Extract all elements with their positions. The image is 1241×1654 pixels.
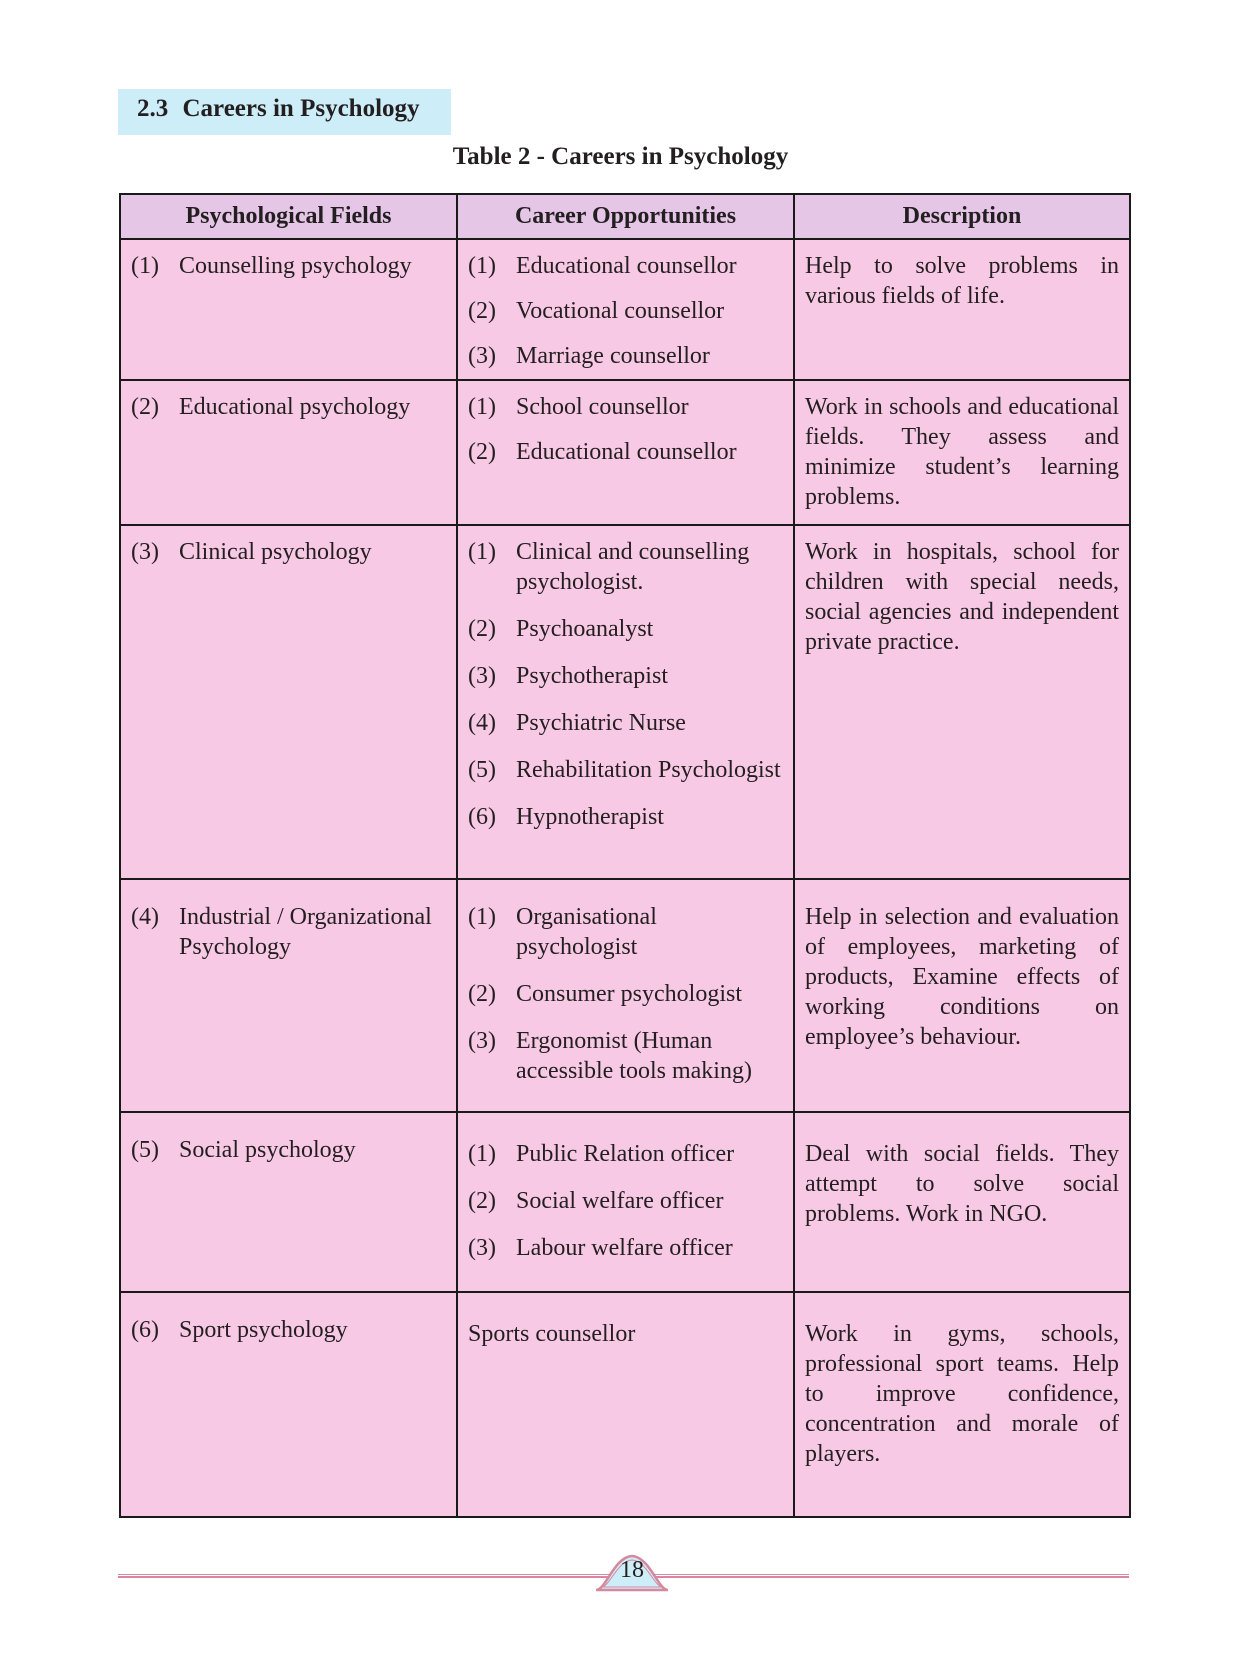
field-number: (1) bbox=[131, 253, 159, 279]
field-cell bbox=[120, 239, 457, 380]
field-number: (4) bbox=[131, 904, 159, 930]
career-number: (5) bbox=[468, 757, 496, 783]
careers-cell bbox=[457, 1292, 794, 1517]
description-cell: Help to solve problems in various fields of life. bbox=[794, 239, 1130, 380]
section-title: Careers in Psychology bbox=[182, 95, 420, 122]
career-item: Educational counsellor bbox=[516, 439, 737, 465]
page-number-badge bbox=[592, 1553, 672, 1593]
career-item: Vocational counsellor bbox=[516, 298, 725, 324]
field-name: Social psychology bbox=[179, 1137, 356, 1163]
career-number: (2) bbox=[468, 981, 496, 1007]
section-number: 2.3 bbox=[137, 95, 169, 122]
career-item: Social welfare officer bbox=[516, 1188, 724, 1214]
description-cell: Help in selection and evaluation of employees, marketing of products, Examine effects of working conditions on employee’s behaviour. bbox=[794, 879, 1130, 1112]
field-number: (2) bbox=[131, 394, 159, 420]
careers-table bbox=[119, 193, 1131, 1518]
career-item: Psychoanalyst bbox=[516, 616, 654, 642]
page-number: 18 bbox=[620, 1557, 644, 1583]
career-number: (4) bbox=[468, 710, 496, 736]
career-number: (3) bbox=[468, 343, 496, 369]
career-item: Organisational psychologist bbox=[516, 904, 657, 960]
field-number: (6) bbox=[131, 1317, 159, 1343]
table-caption: Table 2 - Careers in Psychology bbox=[452, 143, 789, 170]
table-header-row bbox=[120, 194, 1130, 239]
career-item: Clinical and counselling psychologist. bbox=[516, 539, 750, 595]
table-row bbox=[120, 1112, 1130, 1292]
career-item: Educational counsellor bbox=[516, 253, 737, 279]
career-item: Rehabilitation Psychologist bbox=[516, 757, 781, 783]
career-item: School counsellor bbox=[516, 394, 689, 420]
career-item: Labour welfare officer bbox=[516, 1235, 733, 1261]
field-name: Clinical psychology bbox=[179, 539, 372, 565]
career-item: Consumer psychologist bbox=[516, 981, 742, 1007]
table-row bbox=[120, 879, 1130, 1112]
field-cell bbox=[120, 1112, 457, 1292]
table-row bbox=[120, 525, 1130, 879]
description-cell: Work in schools and educational fields. They assess and minimize student’s learning problems. bbox=[794, 380, 1130, 525]
career-item: Public Relation officer bbox=[516, 1141, 735, 1167]
career-number: (1) bbox=[468, 253, 496, 279]
career-number: (2) bbox=[468, 298, 496, 324]
careers-cell bbox=[457, 380, 794, 525]
field-name: Industrial / Organizational Psychology bbox=[179, 904, 432, 960]
field-cell bbox=[120, 1292, 457, 1517]
career-number: (1) bbox=[468, 394, 496, 420]
career-number: (3) bbox=[468, 1235, 496, 1261]
career-item: Psychiatric Nurse bbox=[516, 710, 686, 736]
header-career-opportunities: Career Opportunities bbox=[457, 194, 794, 239]
career-number: (3) bbox=[468, 663, 496, 689]
description-cell: Work in hospitals, school for children with special needs, social agencies and independent private practice. bbox=[794, 525, 1130, 879]
table-row bbox=[120, 380, 1130, 525]
career-item: Psychotherapist bbox=[516, 663, 668, 689]
field-name: Educational psychology bbox=[179, 394, 411, 420]
field-name: Counselling psychology bbox=[179, 253, 412, 279]
description-cell: Work in gyms, schools, professional sport teams. Help to improve confidence, concentration and morale of players. bbox=[794, 1292, 1130, 1517]
field-cell bbox=[120, 879, 457, 1112]
field-number: (3) bbox=[131, 539, 159, 565]
field-cell bbox=[120, 380, 457, 525]
careers-cell bbox=[457, 1112, 794, 1292]
career-number: (3) bbox=[468, 1028, 496, 1054]
career-number: (6) bbox=[468, 804, 496, 830]
table-row bbox=[120, 1292, 1130, 1517]
careers-cell bbox=[457, 525, 794, 879]
field-name: Sport psychology bbox=[179, 1317, 348, 1343]
career-item: Ergonomist (Human accessible tools making) bbox=[516, 1028, 752, 1084]
field-cell bbox=[120, 525, 457, 879]
career-number: (2) bbox=[468, 616, 496, 642]
career-number: (1) bbox=[468, 539, 496, 565]
career-item: Sports counsellor bbox=[468, 1321, 636, 1347]
career-number: (2) bbox=[468, 439, 496, 465]
section-heading bbox=[118, 89, 451, 135]
career-item: Marriage counsellor bbox=[516, 343, 710, 369]
career-number: (1) bbox=[468, 1141, 496, 1167]
field-number: (5) bbox=[131, 1137, 159, 1163]
career-item: Hypnotherapist bbox=[516, 804, 664, 830]
career-number: (2) bbox=[468, 1188, 496, 1214]
description-cell: Deal with social fields. They attempt to solve social problems. Work in NGO. bbox=[794, 1112, 1130, 1292]
header-description: Description bbox=[794, 194, 1130, 239]
table-row bbox=[120, 239, 1130, 380]
careers-cell bbox=[457, 879, 794, 1112]
header-psychological-fields: Psychological Fields bbox=[120, 194, 457, 239]
careers-cell bbox=[457, 239, 794, 380]
career-number: (1) bbox=[468, 904, 496, 930]
